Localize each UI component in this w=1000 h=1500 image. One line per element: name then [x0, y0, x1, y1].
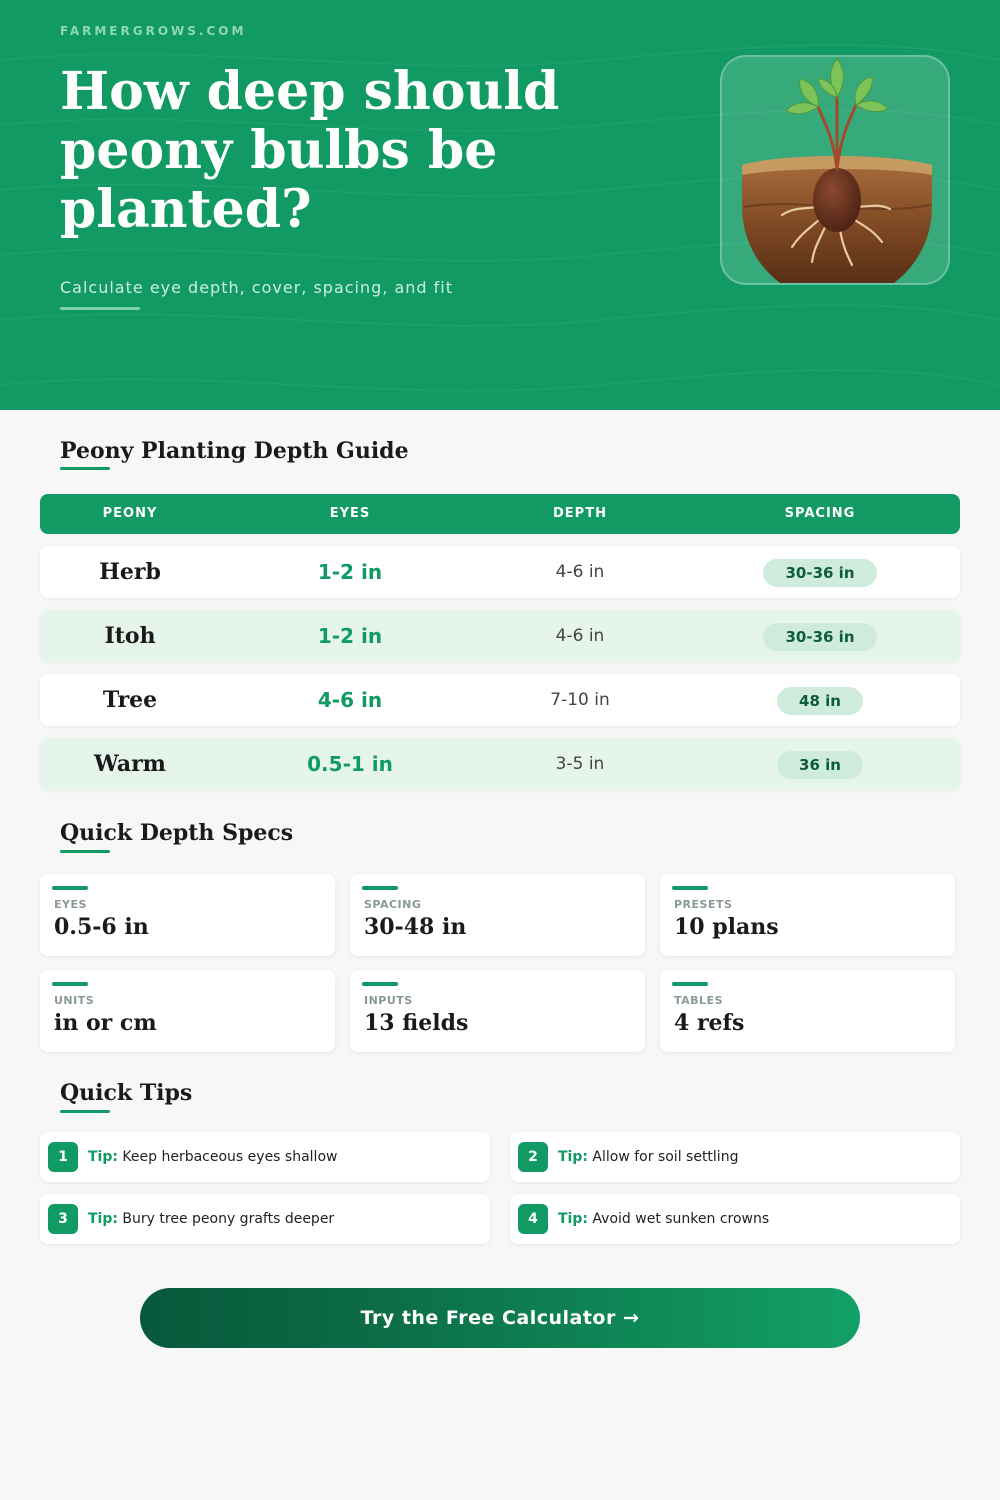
spec-card	[40, 970, 335, 1052]
spec-value: 0.5-6 in	[54, 914, 149, 940]
tip-text: Bury tree peony grafts deeper	[122, 1211, 335, 1227]
peony-name: Tree	[102, 687, 158, 713]
spec-label: TABLES	[674, 994, 723, 1007]
column-header-peony: PEONY	[102, 506, 158, 521]
spec-label: INPUTS	[364, 994, 413, 1007]
spec-value: in or cm	[54, 1010, 157, 1036]
spacing-pill: 30-36 in	[763, 559, 876, 587]
hero-image-card	[720, 55, 950, 285]
specs-title: Quick Depth Specs	[60, 820, 294, 846]
peony-name: Warm	[94, 751, 166, 777]
tip-card	[40, 1194, 490, 1244]
tip-number-badge: 2	[518, 1142, 548, 1172]
tip-text: Avoid wet sunken crowns	[592, 1211, 770, 1227]
spec-accent-bar	[672, 982, 708, 986]
spec-card	[350, 970, 645, 1052]
tips-title: Quick Tips	[60, 1080, 193, 1106]
spec-label: SPACING	[364, 898, 422, 911]
spec-card	[660, 970, 955, 1052]
depth-value: 4-6 in	[555, 562, 605, 582]
spec-label: EYES	[54, 898, 87, 911]
spec-card	[350, 874, 645, 956]
spec-label: PRESETS	[674, 898, 733, 911]
spec-accent-bar	[672, 886, 708, 890]
spacing-pill: 36 in	[777, 751, 863, 779]
guide-title-underline	[60, 467, 110, 470]
spec-value: 30-48 in	[364, 914, 467, 940]
depth-value: 7-10 in	[550, 690, 610, 710]
tip-label: Tip:	[88, 1211, 118, 1227]
hero-banner	[0, 0, 1000, 410]
peony-bulb-soil-illustration	[722, 57, 950, 285]
spec-accent-bar	[52, 886, 88, 890]
spec-value: 4 refs	[674, 1010, 745, 1036]
table-header	[40, 494, 960, 534]
tip-card	[510, 1194, 960, 1244]
eyes-value: 4-6 in	[317, 688, 383, 712]
spec-value: 13 fields	[364, 1010, 469, 1036]
spec-card	[660, 874, 955, 956]
tip-number-badge: 3	[48, 1204, 78, 1234]
eyes-value: 1-2 in	[317, 560, 383, 584]
spacing-pill: 30-36 in	[763, 623, 876, 651]
page-subtitle: Calculate eye depth, cover, spacing, and fit	[60, 278, 453, 297]
eyes-value: 1-2 in	[317, 624, 383, 648]
tip-text: Allow for soil settling	[592, 1149, 739, 1165]
table-row	[40, 546, 960, 598]
table-row	[40, 674, 960, 726]
column-header-eyes: EYES	[329, 506, 371, 521]
tip-number-badge: 1	[48, 1142, 78, 1172]
column-header-depth: DEPTH	[553, 506, 607, 521]
subtitle-underline	[60, 307, 140, 310]
table-row	[40, 738, 960, 790]
peony-name: Herb	[99, 559, 161, 585]
spec-label: UNITS	[54, 994, 95, 1007]
depth-value: 3-5 in	[555, 754, 605, 774]
tip-card	[40, 1132, 490, 1182]
column-header-spacing: SPACING	[784, 506, 856, 521]
spec-value: 10 plans	[674, 914, 779, 940]
tips-title-underline	[60, 1110, 110, 1113]
page-title: How deep should peony bulbs be planted?	[60, 61, 560, 240]
tip-card	[510, 1132, 960, 1182]
site-name: FARMERGROWS.COM	[60, 24, 247, 38]
tip-label: Tip:	[88, 1149, 118, 1165]
tip-number-badge: 4	[518, 1204, 548, 1234]
tip-label: Tip:	[558, 1211, 588, 1227]
spec-card	[40, 874, 335, 956]
depth-value: 4-6 in	[555, 626, 605, 646]
peony-name: Itoh	[104, 623, 156, 649]
spec-accent-bar	[52, 982, 88, 986]
tip-text: Keep herbaceous eyes shallow	[122, 1149, 338, 1165]
spec-accent-bar	[362, 982, 398, 986]
table-row	[40, 610, 960, 662]
spec-accent-bar	[362, 886, 398, 890]
try-calculator-button[interactable]: Try the Free Calculator →	[140, 1288, 860, 1348]
guide-title: Peony Planting Depth Guide	[60, 438, 409, 464]
specs-title-underline	[60, 850, 110, 853]
spacing-pill: 48 in	[777, 687, 863, 715]
tip-label: Tip:	[558, 1149, 588, 1165]
eyes-value: 0.5-1 in	[307, 752, 393, 776]
